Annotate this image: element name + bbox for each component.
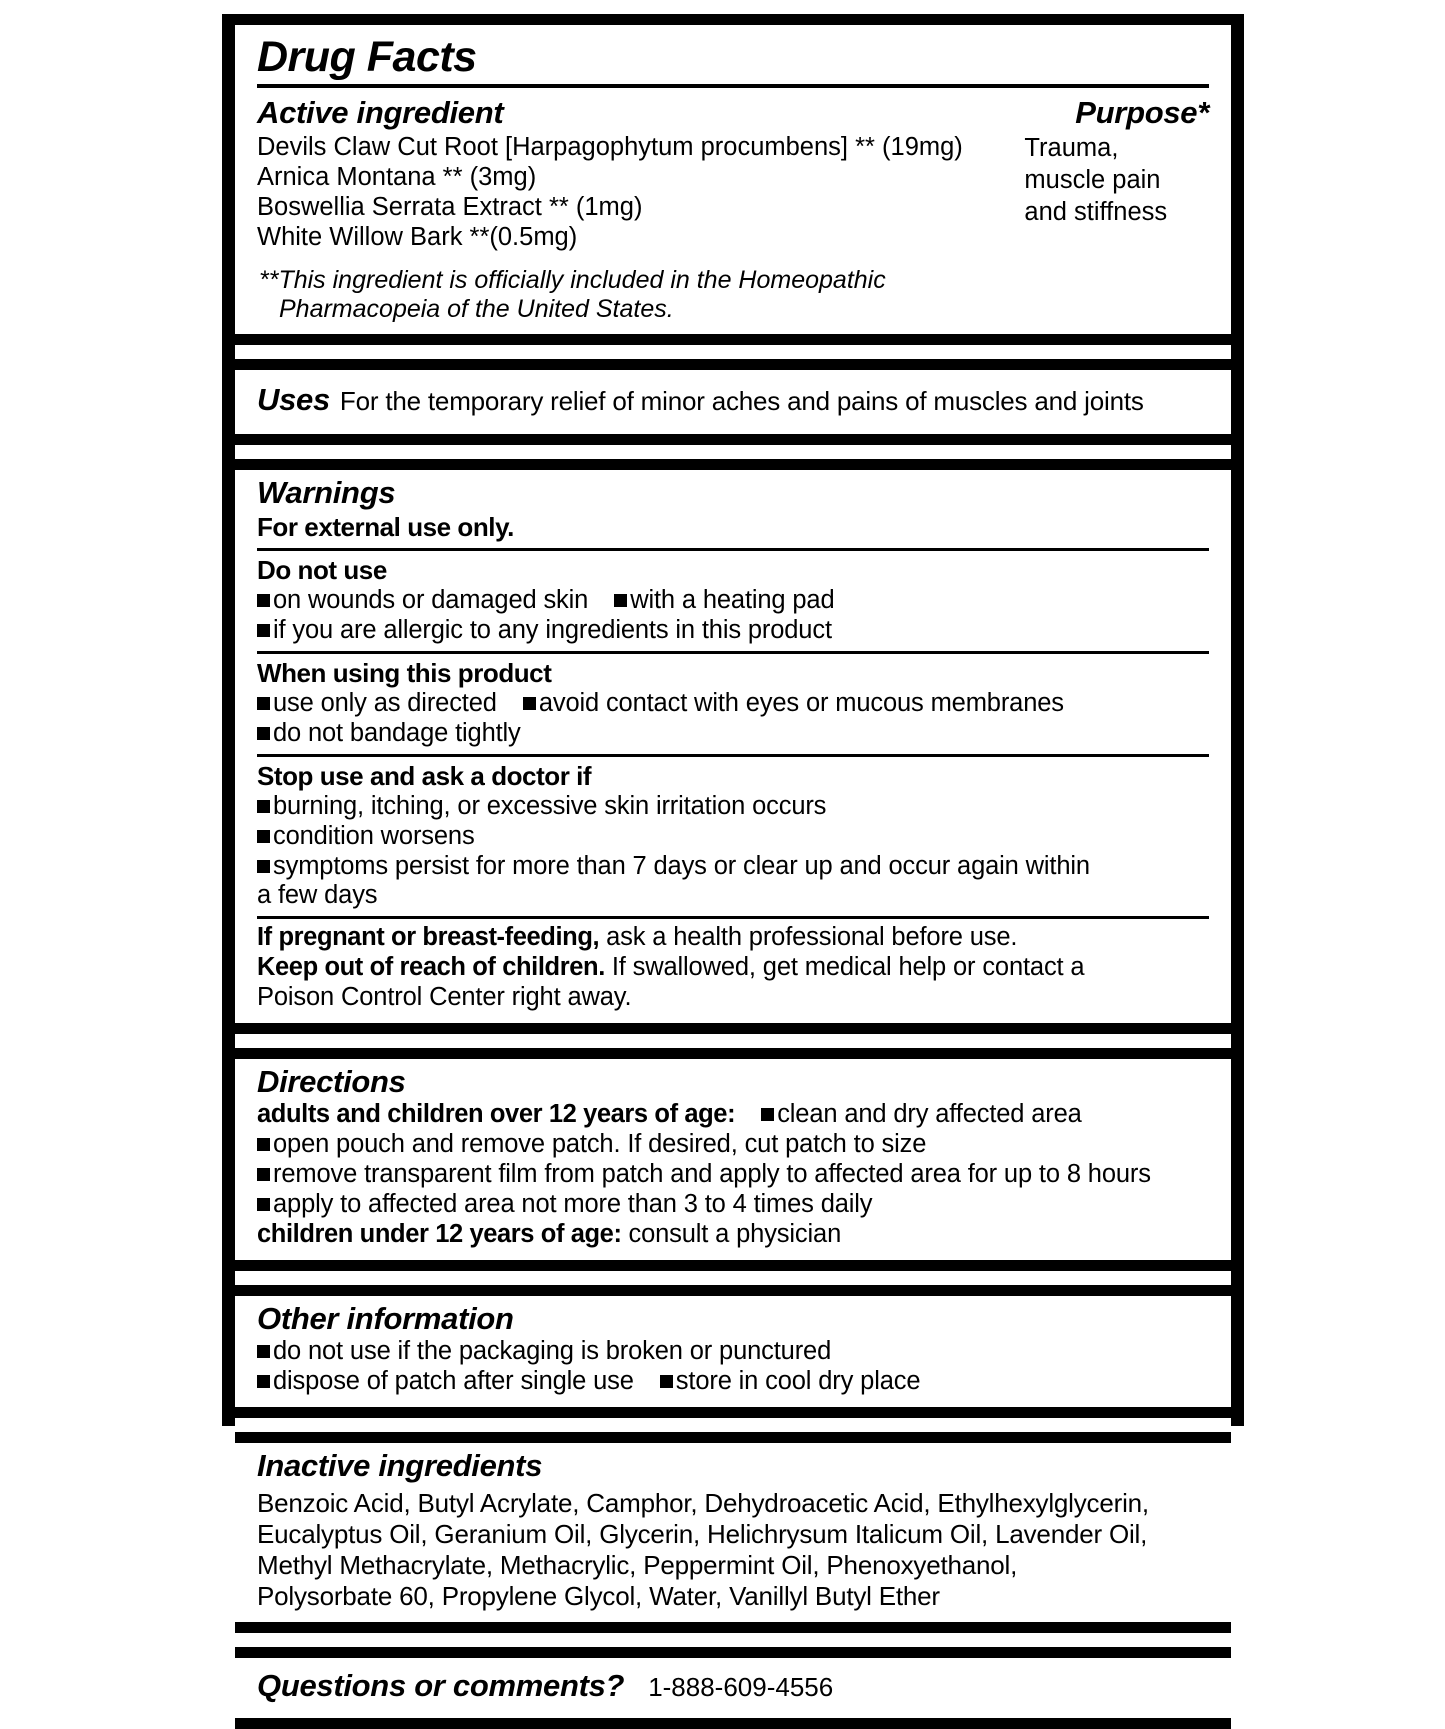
bullet-square-icon	[257, 1168, 270, 1181]
pregnancy-warning-text: ask a health professional before use.	[599, 923, 1018, 952]
inactive-ingredients-list	[257, 1488, 1209, 1613]
directions-row	[257, 1190, 1209, 1220]
directions-children-row	[257, 1220, 1209, 1250]
pregnancy-warning-bold: If pregnant or breast-feeding,	[257, 923, 600, 952]
directions-row	[257, 1160, 1209, 1190]
ingredient-line: Devils Claw Cut Root [Harpagophytum procumbens] ** (19mg)	[257, 132, 963, 161]
when-using-row	[257, 719, 1209, 749]
bullet-square-icon	[257, 1375, 270, 1388]
purpose-line: and stiffness	[1024, 198, 1168, 227]
bullet-square-icon	[257, 594, 270, 607]
directions-children-label: children under 12 years of age:	[257, 1219, 622, 1248]
bullet-text: clean and dry affected area	[777, 1100, 1082, 1129]
bullet-text: on wounds or damaged skin	[273, 586, 589, 615]
drug-facts-label	[222, 14, 1244, 1704]
bullet-square-icon	[523, 697, 536, 710]
warning-divider	[257, 754, 1209, 757]
children-warning	[257, 953, 1209, 983]
panel-gap	[235, 1271, 1231, 1285]
panel-inactive-ingredients	[235, 1432, 1231, 1633]
pregnancy-warning	[257, 923, 1209, 953]
do-not-use-heading: Do not use	[257, 555, 387, 586]
bullet-text: store in cool dry place	[675, 1367, 921, 1396]
active-ingredient-column	[257, 94, 1024, 252]
warning-divider	[257, 916, 1209, 919]
children-warning-continuation: Poison Control Center right away.	[257, 982, 632, 1011]
panel-directions	[235, 1048, 1231, 1271]
bullet-text: condition worsens	[273, 821, 475, 850]
inactive-ingredients-line: Polysorbate 60, Propylene Glycol, Water, Vanillyl Butyl Ether	[257, 1581, 940, 1612]
stop-use-row	[257, 822, 1209, 852]
bullet-square-icon	[614, 594, 627, 607]
stop-use-heading: Stop use and ask a doctor if	[257, 760, 592, 791]
when-using-row	[257, 689, 1209, 719]
external-use-only: For external use only.	[257, 511, 514, 542]
bullet-square-icon	[257, 800, 270, 813]
bullet-text: use only as directed	[273, 689, 497, 718]
other-information-row	[257, 1367, 1209, 1397]
purpose-line: Trauma,	[1024, 133, 1119, 162]
bullet-text: symptoms persist for more than 7 days or clear up and occur again within	[273, 851, 1090, 880]
stop-use-row-continuation: a few days	[257, 881, 378, 910]
bullet-square-icon	[761, 1108, 774, 1121]
questions-heading: Questions or comments?	[257, 1668, 625, 1704]
panel-active-ingredient	[235, 14, 1231, 345]
page-title: Drug Facts	[257, 33, 477, 81]
panel-questions	[235, 1647, 1231, 1729]
bullet-text: if you are allergic to any ingredients in this product	[273, 616, 832, 645]
bullet-text: do not use if the packaging is broken or punctured	[273, 1337, 832, 1366]
uses-text: For the temporary relief of minor aches and pains of muscles and joints	[339, 386, 1144, 417]
children-warning-text: If swallowed, get medical help or contact a	[604, 953, 1085, 982]
bullet-text: do not bandage tightly	[273, 718, 521, 747]
when-using-heading: When using this product	[257, 657, 552, 688]
panel-gap	[235, 1418, 1231, 1432]
active-ingredient-heading: Active ingredient	[257, 95, 504, 131]
warnings-heading: Warnings	[257, 475, 396, 511]
bullet-square-icon	[257, 830, 270, 843]
bullet-text: burning, itching, or excessive skin irritation occurs	[273, 791, 827, 820]
other-information-heading: Other information	[257, 1300, 514, 1336]
panel-gap	[235, 345, 1231, 359]
warning-divider	[257, 651, 1209, 654]
purpose-line: muscle pain	[1024, 165, 1161, 194]
panel-gap	[235, 445, 1231, 459]
bullet-text: with a heating pad	[630, 586, 835, 615]
directions-adults-row	[257, 1100, 1209, 1130]
panel-uses	[235, 359, 1231, 445]
bullet-square-icon	[257, 727, 270, 740]
directions-heading: Directions	[257, 1063, 406, 1099]
purpose-column	[1024, 94, 1209, 227]
footnote-line-2: Pharmacopeia of the United States.	[279, 295, 674, 324]
bullet-text: avoid contact with eyes or mucous membranes	[538, 689, 1064, 718]
panel-other-information	[235, 1285, 1231, 1418]
panel-gap	[235, 1034, 1231, 1048]
panel-warnings	[235, 459, 1231, 1034]
bullet-text: dispose of patch after single use	[273, 1367, 634, 1396]
ingredient-line: Boswellia Serrata Extract ** (1mg)	[257, 193, 643, 222]
bullet-square-icon	[257, 860, 270, 873]
directions-adults-label: adults and children over 12 years of age:	[257, 1100, 736, 1129]
questions-row	[257, 1662, 1209, 1708]
panel-gap	[235, 1633, 1231, 1647]
warning-divider	[257, 548, 1209, 551]
bullet-square-icon	[257, 697, 270, 710]
ingredient-line: White Willow Bark **(0.5mg)	[257, 223, 578, 252]
purpose-heading: Purpose*	[1075, 95, 1209, 131]
bullet-text: remove transparent film from patch and apply to affected area for up to 8 hours	[273, 1160, 1151, 1189]
ingredient-line: Arnica Montana ** (3mg)	[257, 162, 537, 191]
footnote-line-1: **This ingredient is officially included in the Homeopathic	[259, 266, 886, 295]
uses-heading: Uses	[257, 382, 330, 418]
do-not-use-row	[257, 586, 1209, 616]
directions-children-text: consult a physician	[621, 1219, 842, 1248]
title-divider	[257, 84, 1209, 88]
bullet-text: apply to affected area not more than 3 to 4 times daily	[273, 1189, 873, 1218]
directions-row	[257, 1130, 1209, 1160]
children-warning-bold: Keep out of reach of children.	[257, 953, 605, 982]
bullet-square-icon	[257, 1198, 270, 1211]
active-ingredient-row	[257, 94, 1209, 252]
inactive-ingredients-line: Eucalyptus Oil, Geranium Oil, Glycerin, Helichrysum Italicum Oil, Lavender Oil,	[257, 1518, 1148, 1549]
inactive-ingredients-line: Methyl Methacrylate, Methacrylic, Peppermint Oil, Phenoxyethanol,	[257, 1550, 1018, 1581]
bullet-square-icon	[660, 1375, 673, 1388]
other-information-row	[257, 1337, 1209, 1367]
inactive-ingredients-heading: Inactive ingredients	[257, 1447, 543, 1483]
bullet-square-icon	[257, 624, 270, 637]
inactive-ingredients-line: Benzoic Acid, Butyl Acrylate, Camphor, Dehydroacetic Acid, Ethylhexylglycerin,	[257, 1487, 1149, 1518]
uses-row	[257, 374, 1209, 424]
stop-use-row	[257, 852, 1209, 882]
bullet-square-icon	[257, 1138, 270, 1151]
stop-use-row	[257, 792, 1209, 822]
homeopathic-footnote	[257, 266, 1209, 324]
do-not-use-row	[257, 616, 1209, 646]
bullet-text: open pouch and remove patch. If desired, cut patch to size	[273, 1130, 927, 1159]
bullet-square-icon	[257, 1345, 270, 1358]
questions-phone-number[interactable]: 1-888-609-4556	[648, 1672, 834, 1703]
